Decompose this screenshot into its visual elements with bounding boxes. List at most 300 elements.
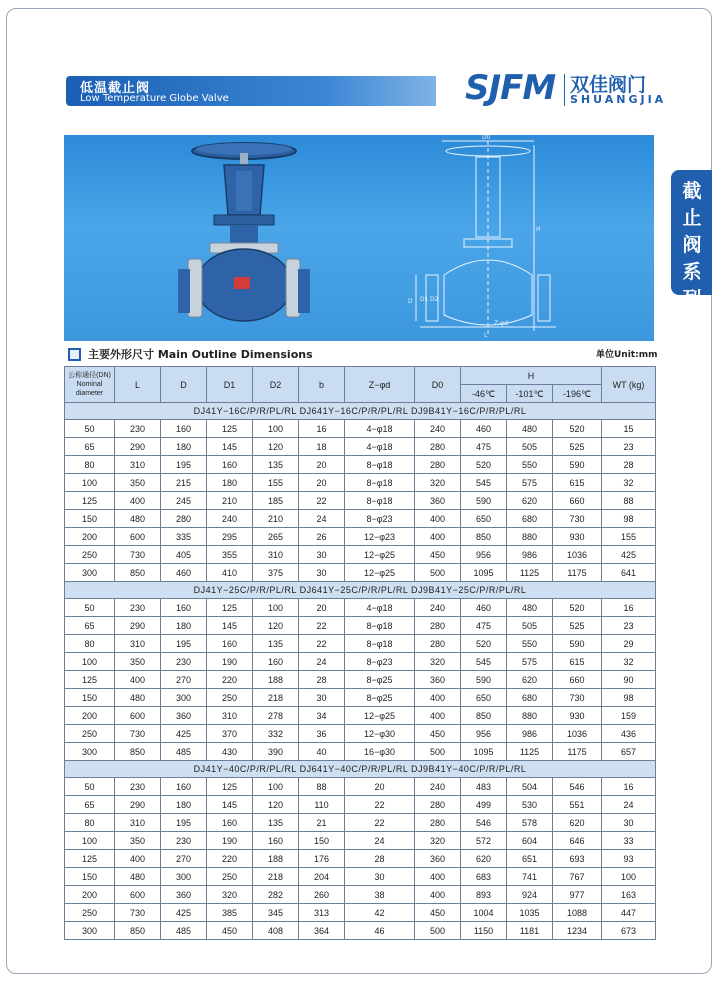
table-cell: 730 xyxy=(115,904,161,922)
header-d: D xyxy=(161,367,207,403)
header-d1: D1 xyxy=(207,367,253,403)
table-cell: 250 xyxy=(65,904,115,922)
table-cell: 450 xyxy=(415,546,461,564)
table-cell: 332 xyxy=(253,725,299,743)
table-cell: 280 xyxy=(161,510,207,528)
table-cell: 300 xyxy=(65,743,115,761)
svg-text:D1: D1 xyxy=(420,296,429,303)
model-group-label: DJ41Y−40C/P/R/PL/RL DJ641Y−40C/P/R/PL/RL DJ9B41Y−40C/P/R/PL/RL xyxy=(65,761,656,778)
table-row xyxy=(65,778,656,796)
table-cell: 375 xyxy=(253,564,299,582)
table-row xyxy=(65,796,656,814)
table-cell: 499 xyxy=(461,796,507,814)
table-cell: 4−φ18 xyxy=(345,438,415,456)
table-cell: 956 xyxy=(461,546,507,564)
table-cell: 30 xyxy=(602,814,656,832)
table-cell: 12−φ25 xyxy=(345,564,415,582)
table-cell: 20 xyxy=(345,778,415,796)
table-cell: 620 xyxy=(507,492,553,510)
table-cell: 250 xyxy=(65,725,115,743)
table-cell: 578 xyxy=(507,814,553,832)
table-cell: 270 xyxy=(161,671,207,689)
table-cell: 8−φ25 xyxy=(345,671,415,689)
table-cell: 400 xyxy=(115,492,161,510)
table-cell: 480 xyxy=(115,510,161,528)
product-image-panel xyxy=(64,135,654,341)
table-cell: 65 xyxy=(65,796,115,814)
table-cell: 660 xyxy=(553,492,602,510)
valve-dimension-drawing xyxy=(416,141,556,335)
table-cell: 160 xyxy=(253,653,299,671)
table-cell: 30 xyxy=(299,689,345,707)
table-cell: 320 xyxy=(207,886,253,904)
table-cell: 16 xyxy=(602,778,656,796)
table-cell: 159 xyxy=(602,707,656,725)
side-category-label: 截止阀系列 xyxy=(682,180,702,310)
table-cell: 430 xyxy=(207,743,253,761)
table-cell: 65 xyxy=(65,617,115,635)
table-cell: 604 xyxy=(507,832,553,850)
table-cell: 218 xyxy=(253,868,299,886)
table-cell: 986 xyxy=(507,546,553,564)
table-cell: 4−φ18 xyxy=(345,420,415,438)
table-row xyxy=(65,438,656,456)
table-cell: 425 xyxy=(602,546,656,564)
table-cell: 450 xyxy=(207,922,253,940)
table-cell: 42 xyxy=(345,904,415,922)
table-row xyxy=(65,420,656,438)
table-cell: 88 xyxy=(602,492,656,510)
table-cell: 475 xyxy=(461,617,507,635)
table-cell: 575 xyxy=(507,474,553,492)
table-cell: 80 xyxy=(65,456,115,474)
table-cell: 530 xyxy=(507,796,553,814)
table-cell: 80 xyxy=(65,814,115,832)
model-group-label: DJ41Y−25C/P/R/PL/RL DJ641Y−25C/P/R/PL/RL DJ9B41Y−25C/P/R/PL/RL xyxy=(65,582,656,599)
table-cell: 100 xyxy=(65,474,115,492)
product-illustration xyxy=(64,135,654,341)
svg-text:D0: D0 xyxy=(482,135,491,141)
table-cell: 245 xyxy=(161,492,207,510)
table-cell: 520 xyxy=(553,420,602,438)
table-row xyxy=(65,492,656,510)
table-cell: 88 xyxy=(299,778,345,796)
table-cell: 590 xyxy=(553,635,602,653)
table-row xyxy=(65,599,656,617)
table-cell: 32 xyxy=(602,653,656,671)
table-cell: 21 xyxy=(299,814,345,832)
table-cell: 18 xyxy=(299,438,345,456)
table-cell: 545 xyxy=(461,474,507,492)
table-cell: 160 xyxy=(161,778,207,796)
table-row xyxy=(65,850,656,868)
table-cell: 30 xyxy=(345,868,415,886)
table-cell: 270 xyxy=(161,850,207,868)
table-cell: 230 xyxy=(115,599,161,617)
table-cell: 1095 xyxy=(461,743,507,761)
table-cell: 250 xyxy=(65,546,115,564)
table-cell: 520 xyxy=(461,456,507,474)
table-row xyxy=(65,546,656,564)
table-cell: 38 xyxy=(345,886,415,904)
table-cell: 1125 xyxy=(507,564,553,582)
table-cell: 29 xyxy=(602,635,656,653)
table-cell: 8−φ18 xyxy=(345,635,415,653)
section-title: 主要外形尺寸 Main Outline Dimensions xyxy=(88,348,313,361)
table-row xyxy=(65,456,656,474)
logo-divider xyxy=(564,74,565,106)
brand-name-chinese: 双佳阀门 xyxy=(570,74,647,96)
table-cell: 290 xyxy=(115,438,161,456)
table-cell: 80 xyxy=(65,635,115,653)
table-cell: 210 xyxy=(253,510,299,528)
table-cell: 195 xyxy=(161,635,207,653)
table-cell: 98 xyxy=(602,510,656,528)
table-cell: 110 xyxy=(299,796,345,814)
table-cell: 90 xyxy=(602,671,656,689)
table-cell: 505 xyxy=(507,438,553,456)
table-cell: 200 xyxy=(65,707,115,725)
table-cell: 1181 xyxy=(507,922,553,940)
table-cell: 135 xyxy=(253,635,299,653)
table-cell: 8−φ18 xyxy=(345,617,415,635)
table-cell: 16−φ30 xyxy=(345,743,415,761)
header-h-minus101: -101℃ xyxy=(507,385,553,403)
table-cell: 300 xyxy=(161,868,207,886)
model-group-row xyxy=(65,761,656,778)
table-cell: 8−φ23 xyxy=(345,653,415,671)
table-cell: 335 xyxy=(161,528,207,546)
table-cell: 30 xyxy=(299,546,345,564)
table-row xyxy=(65,564,656,582)
table-cell: 215 xyxy=(161,474,207,492)
table-cell: 350 xyxy=(115,653,161,671)
table-cell: 120 xyxy=(253,438,299,456)
table-cell: 680 xyxy=(507,689,553,707)
table-cell: 405 xyxy=(161,546,207,564)
table-cell: 230 xyxy=(115,778,161,796)
table-cell: 23 xyxy=(602,617,656,635)
table-cell: 280 xyxy=(415,617,461,635)
table-cell: 313 xyxy=(299,904,345,922)
svg-text:D: D xyxy=(408,298,413,305)
table-cell: 210 xyxy=(207,492,253,510)
table-cell: 600 xyxy=(115,886,161,904)
table-cell: 1125 xyxy=(507,743,553,761)
title-chinese: 低温截止阀 xyxy=(80,81,151,96)
table-cell: 8−φ18 xyxy=(345,474,415,492)
table-cell: 1175 xyxy=(553,743,602,761)
table-cell: 590 xyxy=(553,456,602,474)
table-cell: 24 xyxy=(345,832,415,850)
table-cell: 360 xyxy=(415,671,461,689)
table-cell: 620 xyxy=(553,814,602,832)
table-cell: 250 xyxy=(207,868,253,886)
table-cell: 8−φ23 xyxy=(345,510,415,528)
table-cell: 400 xyxy=(415,510,461,528)
table-cell: 408 xyxy=(253,922,299,940)
table-cell: 28 xyxy=(602,456,656,474)
table-cell: 155 xyxy=(253,474,299,492)
table-cell: 50 xyxy=(65,420,115,438)
table-cell: 310 xyxy=(115,814,161,832)
table-cell: 125 xyxy=(207,599,253,617)
table-cell: 1175 xyxy=(553,564,602,582)
table-row xyxy=(65,832,656,850)
table-cell: 460 xyxy=(461,599,507,617)
table-row xyxy=(65,617,656,635)
table-cell: 320 xyxy=(415,653,461,671)
table-cell: 620 xyxy=(461,850,507,868)
table-cell: 150 xyxy=(299,832,345,850)
table-cell: 850 xyxy=(461,528,507,546)
model-group-row xyxy=(65,403,656,420)
table-cell: 230 xyxy=(115,420,161,438)
table-cell: 620 xyxy=(507,671,553,689)
table-cell: 850 xyxy=(115,564,161,582)
table-cell: 880 xyxy=(507,707,553,725)
table-cell: 50 xyxy=(65,599,115,617)
table-cell: 12−φ25 xyxy=(345,546,415,564)
table-cell: 40 xyxy=(299,743,345,761)
table-cell: 145 xyxy=(207,617,253,635)
table-cell: 986 xyxy=(507,725,553,743)
table-cell: 180 xyxy=(161,617,207,635)
table-cell: 185 xyxy=(253,492,299,510)
table-row xyxy=(65,904,656,922)
table-cell: 160 xyxy=(161,420,207,438)
dimensions-table xyxy=(64,366,656,940)
table-cell: 385 xyxy=(207,904,253,922)
table-cell: 460 xyxy=(161,564,207,582)
table-cell: 460 xyxy=(461,420,507,438)
table-cell: 160 xyxy=(161,599,207,617)
header-weight: WT (kg) xyxy=(602,367,656,403)
table-cell: 33 xyxy=(602,832,656,850)
header-l: L xyxy=(115,367,161,403)
table-cell: 390 xyxy=(253,743,299,761)
table-cell: 500 xyxy=(415,922,461,940)
table-cell: 120 xyxy=(253,796,299,814)
table-row xyxy=(65,474,656,492)
table-cell: 22 xyxy=(299,492,345,510)
table-cell: 480 xyxy=(115,868,161,886)
table-cell: 683 xyxy=(461,868,507,886)
table-cell: 400 xyxy=(415,528,461,546)
table-cell: 475 xyxy=(461,438,507,456)
table-cell: 278 xyxy=(253,707,299,725)
table-cell: 850 xyxy=(115,922,161,940)
table-cell: 1234 xyxy=(553,922,602,940)
table-cell: 550 xyxy=(507,635,553,653)
table-cell: 893 xyxy=(461,886,507,904)
table-cell: 590 xyxy=(461,492,507,510)
table-cell: 150 xyxy=(65,868,115,886)
table-cell: 575 xyxy=(507,653,553,671)
table-cell: 24 xyxy=(602,796,656,814)
table-cell: 320 xyxy=(415,474,461,492)
table-cell: 350 xyxy=(115,474,161,492)
table-cell: 28 xyxy=(299,671,345,689)
table-cell: 8−φ18 xyxy=(345,492,415,510)
table-row xyxy=(65,671,656,689)
table-cell: 480 xyxy=(115,689,161,707)
table-cell: 240 xyxy=(415,778,461,796)
table-cell: 480 xyxy=(507,420,553,438)
table-cell: 125 xyxy=(65,850,115,868)
table-cell: 195 xyxy=(161,814,207,832)
table-cell: 600 xyxy=(115,528,161,546)
table-cell: 730 xyxy=(553,689,602,707)
table-cell: 1150 xyxy=(461,922,507,940)
table-cell: 230 xyxy=(161,653,207,671)
table-cell: 23 xyxy=(602,438,656,456)
table-cell: 730 xyxy=(115,725,161,743)
table-cell: 504 xyxy=(507,778,553,796)
table-cell: 615 xyxy=(553,474,602,492)
table-cell: 125 xyxy=(207,778,253,796)
table-cell: 550 xyxy=(507,456,553,474)
table-cell: 651 xyxy=(507,850,553,868)
table-cell: 200 xyxy=(65,528,115,546)
table-cell: 8−φ25 xyxy=(345,689,415,707)
table-cell: 220 xyxy=(207,850,253,868)
table-cell: 98 xyxy=(602,689,656,707)
table-cell: 425 xyxy=(161,725,207,743)
table-cell: 450 xyxy=(415,725,461,743)
table-cell: 360 xyxy=(161,886,207,904)
table-cell: 300 xyxy=(65,922,115,940)
table-cell: 767 xyxy=(553,868,602,886)
table-cell: 160 xyxy=(207,814,253,832)
table-cell: 546 xyxy=(461,814,507,832)
table-cell: 590 xyxy=(461,671,507,689)
table-cell: 22 xyxy=(345,814,415,832)
header-nominal-diameter: 公称通径(DN) Nominal diameter xyxy=(65,367,115,403)
table-cell: 290 xyxy=(115,617,161,635)
table-cell: 1035 xyxy=(507,904,553,922)
table-cell: 125 xyxy=(65,492,115,510)
table-cell: 924 xyxy=(507,886,553,904)
table-cell: 447 xyxy=(602,904,656,922)
table-cell: 657 xyxy=(602,743,656,761)
table-cell: 100 xyxy=(253,420,299,438)
table-row xyxy=(65,635,656,653)
table-cell: 280 xyxy=(415,814,461,832)
header-h-minus196: -196℃ xyxy=(553,385,602,403)
table-cell: 163 xyxy=(602,886,656,904)
svg-text:H: H xyxy=(536,226,541,233)
table-cell: 300 xyxy=(65,564,115,582)
table-cell: 93 xyxy=(602,850,656,868)
table-cell: 660 xyxy=(553,671,602,689)
table-cell: 100 xyxy=(602,868,656,886)
table-cell: 500 xyxy=(415,743,461,761)
table-cell: 20 xyxy=(299,474,345,492)
table-cell: 400 xyxy=(415,707,461,725)
table-cell: 30 xyxy=(299,564,345,582)
table-cell: 150 xyxy=(65,510,115,528)
table-cell: 290 xyxy=(115,796,161,814)
table-row xyxy=(65,528,656,546)
table-cell: 36 xyxy=(299,725,345,743)
table-cell: 188 xyxy=(253,850,299,868)
table-cell: 310 xyxy=(253,546,299,564)
table-cell: 65 xyxy=(65,438,115,456)
table-cell: 260 xyxy=(299,886,345,904)
table-body xyxy=(65,403,656,940)
table-cell: 145 xyxy=(207,796,253,814)
table-cell: 155 xyxy=(602,528,656,546)
table-row xyxy=(65,922,656,940)
table-cell: 1088 xyxy=(553,904,602,922)
table-cell: 673 xyxy=(602,922,656,940)
table-cell: 8−φ18 xyxy=(345,456,415,474)
table-cell: 930 xyxy=(553,528,602,546)
table-cell: 160 xyxy=(253,832,299,850)
table-cell: 520 xyxy=(553,599,602,617)
table-cell: 100 xyxy=(253,599,299,617)
table-cell: 364 xyxy=(299,922,345,940)
table-cell: 15 xyxy=(602,420,656,438)
table-cell: 650 xyxy=(461,510,507,528)
svg-text:Z-φd: Z-φd xyxy=(494,320,508,327)
table-cell: 22 xyxy=(299,617,345,635)
table-cell: 200 xyxy=(65,886,115,904)
table-cell: 410 xyxy=(207,564,253,582)
table-cell: 1095 xyxy=(461,564,507,582)
table-cell: 50 xyxy=(65,778,115,796)
header-h-minus46: -46℃ xyxy=(461,385,507,403)
table-cell: 12−φ23 xyxy=(345,528,415,546)
table-cell: 310 xyxy=(115,456,161,474)
table-row xyxy=(65,743,656,761)
table-cell: 500 xyxy=(415,564,461,582)
table-row xyxy=(65,814,656,832)
table-row xyxy=(65,510,656,528)
table-cell: 180 xyxy=(161,438,207,456)
table-cell: 646 xyxy=(553,832,602,850)
table-cell: 32 xyxy=(602,474,656,492)
table-row xyxy=(65,653,656,671)
valve-photo xyxy=(178,143,310,321)
table-cell: 310 xyxy=(207,707,253,725)
table-cell: 20 xyxy=(299,599,345,617)
table-row xyxy=(65,886,656,904)
table-cell: 400 xyxy=(415,886,461,904)
table-cell: 135 xyxy=(253,814,299,832)
table-row xyxy=(65,689,656,707)
table-cell: 680 xyxy=(507,510,553,528)
table-cell: 370 xyxy=(207,725,253,743)
table-cell: 730 xyxy=(115,546,161,564)
table-cell: 360 xyxy=(161,707,207,725)
table-cell: 22 xyxy=(345,796,415,814)
table-cell: 483 xyxy=(461,778,507,796)
table-cell: 1036 xyxy=(553,546,602,564)
table-cell: 1036 xyxy=(553,725,602,743)
drawing-labels xyxy=(408,135,541,339)
table-cell: 176 xyxy=(299,850,345,868)
table-cell: 360 xyxy=(415,850,461,868)
table-row xyxy=(65,725,656,743)
table-cell: 100 xyxy=(253,778,299,796)
table-cell: 125 xyxy=(207,420,253,438)
table-cell: 572 xyxy=(461,832,507,850)
table-cell: 693 xyxy=(553,850,602,868)
unit-note: 单位Unit:mm xyxy=(596,350,658,360)
table-cell: 195 xyxy=(161,456,207,474)
